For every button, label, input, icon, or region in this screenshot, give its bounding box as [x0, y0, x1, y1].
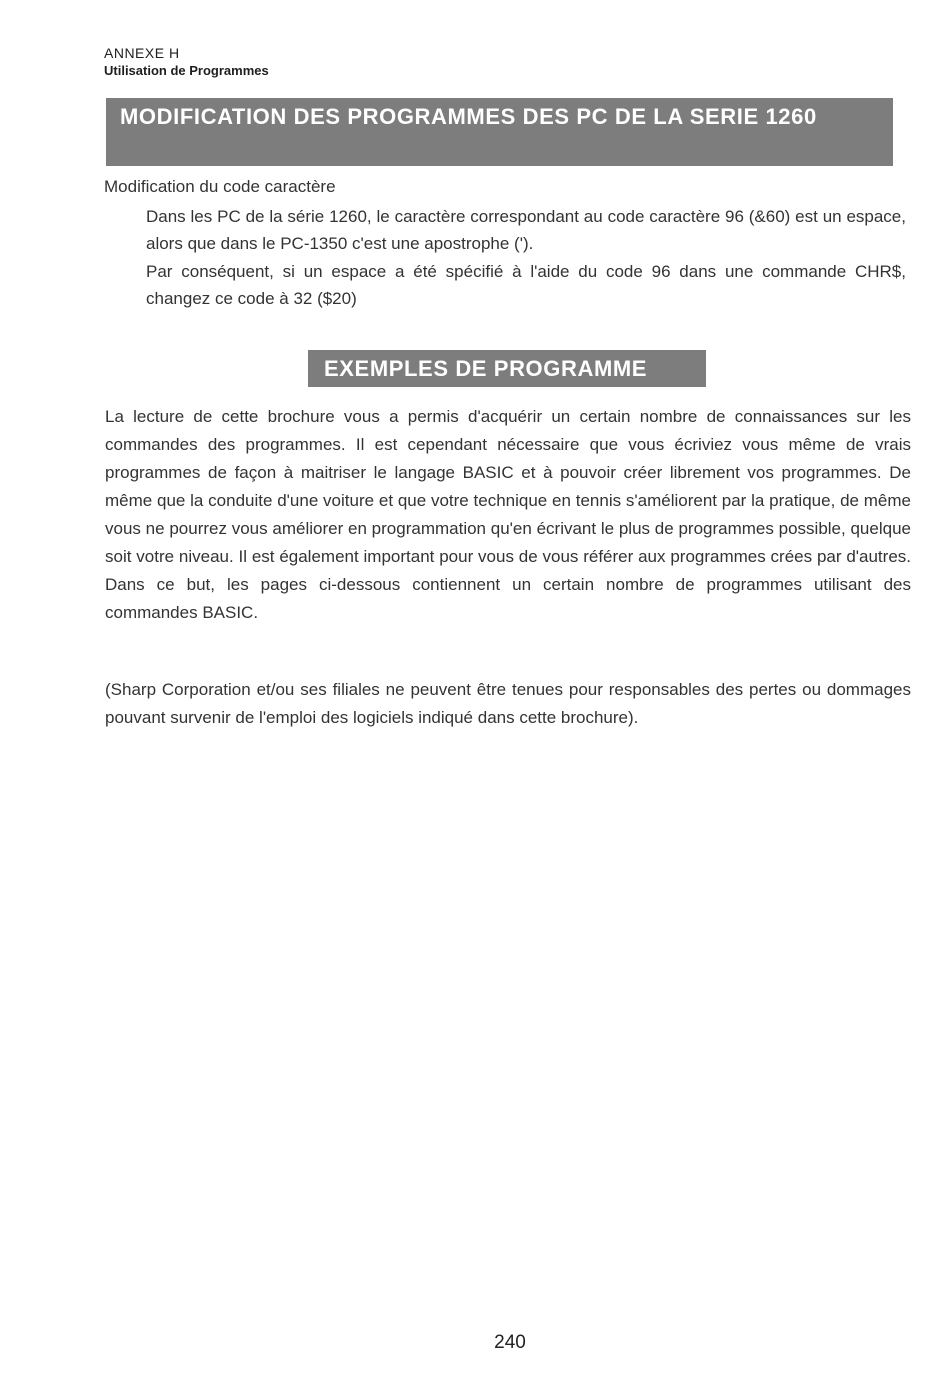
examples-section-title: EXEMPLES DE PROGRAMME	[308, 350, 706, 387]
modification-paragraph-1: Dans les PC de la série 1260, le caractère correspondant au code caractère 96 (&60) est un espace, alors que dans le PC-1350 c'est une apostrophe (').	[146, 207, 906, 253]
annex-label: ANNEXE H	[104, 45, 180, 61]
modification-paragraph-2: Par conséquent, si un espace a été spécifié à l'aide du code 96 dans une commande CHR$, changez ce code à 32 ($20)	[146, 262, 906, 308]
page-number: 240	[494, 1332, 526, 1353]
modification-subheading: Modification du code caractère	[104, 177, 336, 196]
modification-section-title: MODIFICATION DES PROGRAMMES DES PC DE LA SERIE 1260	[106, 98, 893, 166]
running-header	[104, 44, 269, 80]
examples-paragraph-2: (Sharp Corporation et/ou ses filiales ne peuvent être tenues pour responsables des pertes ou dommages pouvant survenir de l'emploi des logiciels indiqué dans cette brochure).	[105, 680, 911, 727]
examples-paragraph-1: La lecture de cette brochure vous a permis d'acquérir un certain nombre de connaissances sur les commandes des programmes. Il est cependant nécessaire que vous écriviez vous même de vrais programmes de façon à maitriser le langage BASIC et à pouvoir créer librement vos programmes. De même que la conduite d'une voiture et que votre technique en tennis s'améliorent par la pratique, de même vous ne pourrez vous améliorer en programmation qu'en écrivant le plus de programmes possible, quelque soit votre niveau. Il est également important pour vous de vous référer aux programmes crées par d'autres. Dans ce but, les pages ci-dessous contiennent un certain nombre de programmes utilisant des commandes BASIC.	[105, 407, 911, 622]
section-label: Utilisation de Programmes	[104, 63, 269, 78]
